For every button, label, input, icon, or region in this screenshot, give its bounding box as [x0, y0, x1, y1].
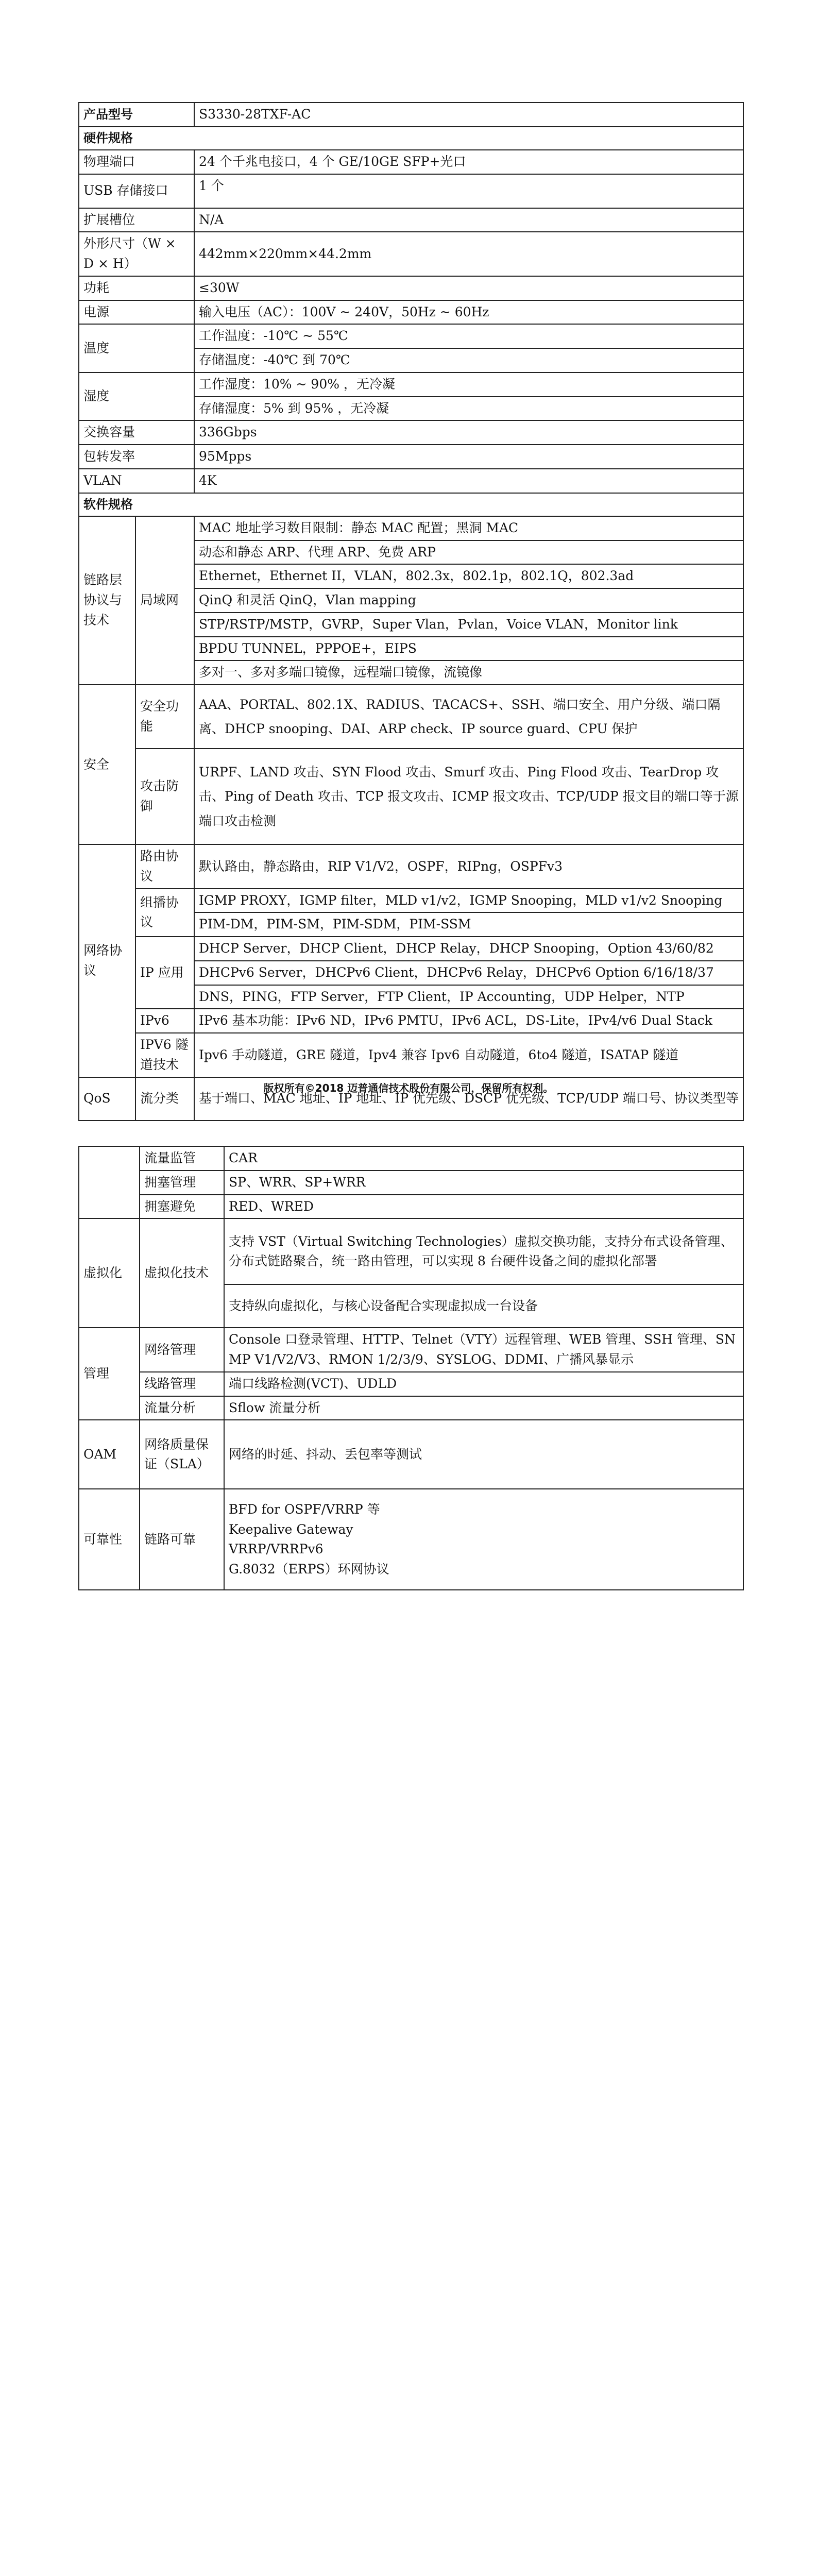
virtualization-row: 支持 VST（Virtual Switching Technologies）虚拟交换功能，支持分布式设备管理、分布式链路聚合，统一路由管理，可以实现 8 台硬件设备之间的虚拟化部署 — [224, 1218, 743, 1284]
flow-analysis-label: 流量分析 — [140, 1396, 224, 1420]
table-row — [79, 1489, 743, 1590]
switch-capacity-value: 336Gbps — [194, 420, 743, 445]
table-row — [79, 1146, 743, 1171]
supply-label: 电源 — [79, 300, 194, 325]
link-layer-row: QinQ 和灵活 QinQ，Vlan mapping — [194, 588, 743, 613]
forwarding-rate-value: 95Mpps — [194, 445, 743, 469]
table-row — [79, 324, 743, 348]
multicast-label: 组播协议 — [135, 889, 194, 937]
usb-value: 1 个 — [194, 174, 743, 208]
ports-value: 24 个千兆电接口，4 个 GE/10GE SFP+光口 — [194, 150, 743, 174]
table-row — [79, 469, 743, 493]
flow-classify-label: 流分类 — [135, 1077, 194, 1121]
table-row — [79, 1396, 743, 1420]
table-row — [79, 232, 743, 276]
table-row — [79, 889, 743, 913]
table-row — [79, 150, 743, 174]
table-row — [79, 493, 743, 516]
reliability-label: 可靠性 — [79, 1489, 140, 1590]
slot-label: 扩展槽位 — [79, 208, 194, 232]
link-layer-row: BPDU TUNNEL，PPPOE+，EIPS — [194, 637, 743, 661]
link-layer-label: 链路层协议与技术 — [79, 516, 135, 685]
ipv6-label: IPv6 — [135, 1009, 194, 1033]
usb-label: USB 存储接口 — [79, 174, 194, 208]
ip-app-row: DNS，PING，FTP Server，FTP Client，IP Accounting，UDP Helper，NTP — [194, 985, 743, 1009]
attack-defense-label: 攻击防御 — [135, 749, 194, 844]
table-row — [79, 276, 743, 300]
temperature-label: 温度 — [79, 324, 194, 372]
link-layer-row: Ethernet，Ethernet II，VLAN，802.3x，802.1p，802.1Q，802.3ad — [194, 564, 743, 588]
reliability-line: VRRP/VRRPv6 — [229, 1541, 324, 1557]
security-label: 安全 — [79, 685, 135, 844]
table-row — [79, 1171, 743, 1195]
lan-label: 局域网 — [135, 516, 194, 685]
temperature-work: 工作温度：-10℃ ~ 55℃ — [194, 324, 743, 348]
hardware-section-title: 硬件规格 — [79, 127, 743, 150]
humidity-label: 湿度 — [79, 372, 194, 421]
table-row — [79, 685, 743, 749]
ip-app-row: DHCP Server，DHCP Client，DHCP Relay，DHCP Snooping，Option 43/60/82 — [194, 937, 743, 961]
network-protocol-label: 网络协议 — [79, 844, 135, 1077]
table-row — [79, 749, 743, 844]
congestion-avoid-value: RED、WRED — [224, 1195, 743, 1219]
ipv6-tunnel-value: Ipv6 手动隧道，GRE 隧道，Ipv4 兼容 Ipv6 自动隧道，6to4 隧道，ISATAP 隧道 — [194, 1033, 743, 1077]
link-layer-row: 多对一、多对多端口镜像，远程端口镜像，流镜像 — [194, 660, 743, 685]
dimension-label: 外形尺寸（W × D × H） — [79, 232, 194, 276]
spec-table-2 — [78, 1146, 744, 1590]
table-row — [79, 1195, 743, 1219]
humidity-work: 工作湿度：10% ~ 90% ，无冷凝 — [194, 372, 743, 397]
security-function-value: AAA、PORTAL、802.1X、RADIUS、TACACS+、SSH、端口安全、用户分级、端口隔离、DHCP snooping、DAI、ARP check、IP source guard、CPU 保护 — [194, 685, 743, 749]
ipv6-value: IPv6 基本功能：IPv6 ND，IPv6 PMTU，IPv6 ACL，DS-Lite，IPv4/v6 Dual Stack — [194, 1009, 743, 1033]
table-row — [79, 1218, 743, 1284]
software-section-title: 软件规格 — [79, 493, 743, 516]
table-row — [79, 300, 743, 325]
routing-label: 路由协议 — [135, 844, 194, 889]
vlan-label: VLAN — [79, 469, 194, 493]
model-value: S3330-28TXF-AC — [194, 103, 743, 127]
sla-label: 网络质量保证（SLA） — [140, 1420, 224, 1489]
table-row — [79, 516, 743, 540]
virtualization-label: 虚拟化 — [79, 1218, 140, 1328]
table-row — [79, 1372, 743, 1396]
congestion-mgmt-value: SP、WRR、SP+WRR — [224, 1171, 743, 1195]
flow-classify-value: 基于端口、MAC 地址、IP 地址、IP 优先级、DSCP 优先级、TCP/UDP 端口号、协议类型等 — [194, 1077, 743, 1121]
multicast-row: IGMP PROXY，IGMP filter，MLD v1/v2，IGMP Snooping，MLD v1/v2 Snooping — [194, 889, 743, 913]
congestion-mgmt-label: 拥塞管理 — [140, 1171, 224, 1195]
network-mgmt-value: Console 口登录管理、HTTP、Telnet（VTY）远程管理、WEB 管理、SSH 管理、SNMP V1/V2/V3、RMON 1/2/3/9、SYSLOG、DDMI、广播风暴显示 — [224, 1328, 743, 1372]
table-row — [79, 372, 743, 397]
ipv6-tunnel-label: IPV6 隧道技术 — [135, 1033, 194, 1077]
spec-page-2 — [0, 1116, 817, 2232]
line-mgmt-label: 线路管理 — [140, 1372, 224, 1396]
spec-table-1 — [78, 102, 744, 1121]
table-row — [79, 420, 743, 445]
table-row — [79, 174, 743, 208]
reliability-line: BFD for OSPF/VRRP 等 — [229, 1501, 380, 1517]
link-reliability-value — [224, 1489, 743, 1590]
table-row — [79, 127, 743, 150]
qos-label: QoS — [79, 1077, 135, 1121]
link-layer-row: MAC 地址学习数目限制：静态 MAC 配置；黑洞 MAC — [194, 516, 743, 540]
slot-value: N/A — [194, 208, 743, 232]
policing-label: 流量监管 — [140, 1146, 224, 1171]
security-function-label: 安全功能 — [135, 685, 194, 749]
ports-label: 物理端口 — [79, 150, 194, 174]
congestion-avoid-label: 拥塞避免 — [140, 1195, 224, 1219]
dimension-value: 442mm×220mm×44.2mm — [194, 232, 743, 276]
network-mgmt-label: 网络管理 — [140, 1328, 224, 1372]
virtualization-row: 支持纵向虚拟化，与核心设备配合实现虚拟成一台设备 — [224, 1284, 743, 1328]
routing-value: 默认路由，静态路由，RIP V1/V2，OSPF，RIPng，OSPFv3 — [194, 844, 743, 889]
vlan-value: 4K — [194, 469, 743, 493]
link-reliability-label: 链路可靠 — [140, 1489, 224, 1590]
table-row — [79, 1420, 743, 1489]
switch-capacity-label: 交换容量 — [79, 420, 194, 445]
link-layer-row: 动态和静态 ARP、代理 ARP、免费 ARP — [194, 540, 743, 565]
power-label: 功耗 — [79, 276, 194, 300]
table-row — [79, 445, 743, 469]
attack-defense-value: URPF、LAND 攻击、SYN Flood 攻击、Smurf 攻击、Ping Flood 攻击、TearDrop 攻击、Ping of Death 攻击、TCP 报文攻击、ICMP 报文攻击、TCP/UDP 报文目的端口等于源端口攻击检测 — [194, 749, 743, 844]
table-row — [79, 208, 743, 232]
table-row — [79, 1328, 743, 1372]
link-layer-row: STP/RSTP/MSTP，GVRP，Super Vlan，Pvlan，Voice VLAN，Monitor link — [194, 613, 743, 637]
reliability-line: Keepalive Gateway — [229, 1521, 353, 1537]
table-row — [79, 1033, 743, 1077]
forwarding-rate-label: 包转发率 — [79, 445, 194, 469]
multicast-row: PIM-DM，PIM-SM，PIM-SDM，PIM-SSM — [194, 912, 743, 937]
reliability-line: G.8032（ERPS）环网协议 — [229, 1562, 389, 1577]
table-row — [79, 844, 743, 889]
page-footer: 版权所有©2018 迈普通信技术股份有限公司，保留所有权利。 — [263, 1082, 554, 1094]
virtualization-tech-label: 虚拟化技术 — [140, 1218, 224, 1328]
oam-label: OAM — [79, 1420, 140, 1489]
humidity-store: 存储湿度：5% 到 95% ，无冷凝 — [194, 397, 743, 421]
table-row — [79, 937, 743, 961]
management-label: 管理 — [79, 1328, 140, 1420]
spec-page-1 — [0, 0, 817, 1116]
ip-app-label: IP 应用 — [135, 937, 194, 1009]
model-label: 产品型号 — [79, 103, 194, 127]
line-mgmt-value: 端口线路检测(VCT)、UDLD — [224, 1372, 743, 1396]
table-row — [79, 103, 743, 127]
qos-continued-label — [79, 1146, 140, 1218]
sla-value: 网络的时延、抖动、丢包率等测试 — [224, 1420, 743, 1489]
temperature-store: 存储温度：-40℃ 到 70℃ — [194, 348, 743, 372]
flow-analysis-value: Sflow 流量分析 — [224, 1396, 743, 1420]
power-value: ≤30W — [194, 276, 743, 300]
supply-value: 输入电压（AC）：100V ~ 240V，50Hz ~ 60Hz — [194, 300, 743, 325]
policing-value: CAR — [224, 1146, 743, 1171]
table-row — [79, 1009, 743, 1033]
ip-app-row: DHCPv6 Server，DHCPv6 Client，DHCPv6 Relay，DHCPv6 Option 6/16/18/37 — [194, 961, 743, 985]
